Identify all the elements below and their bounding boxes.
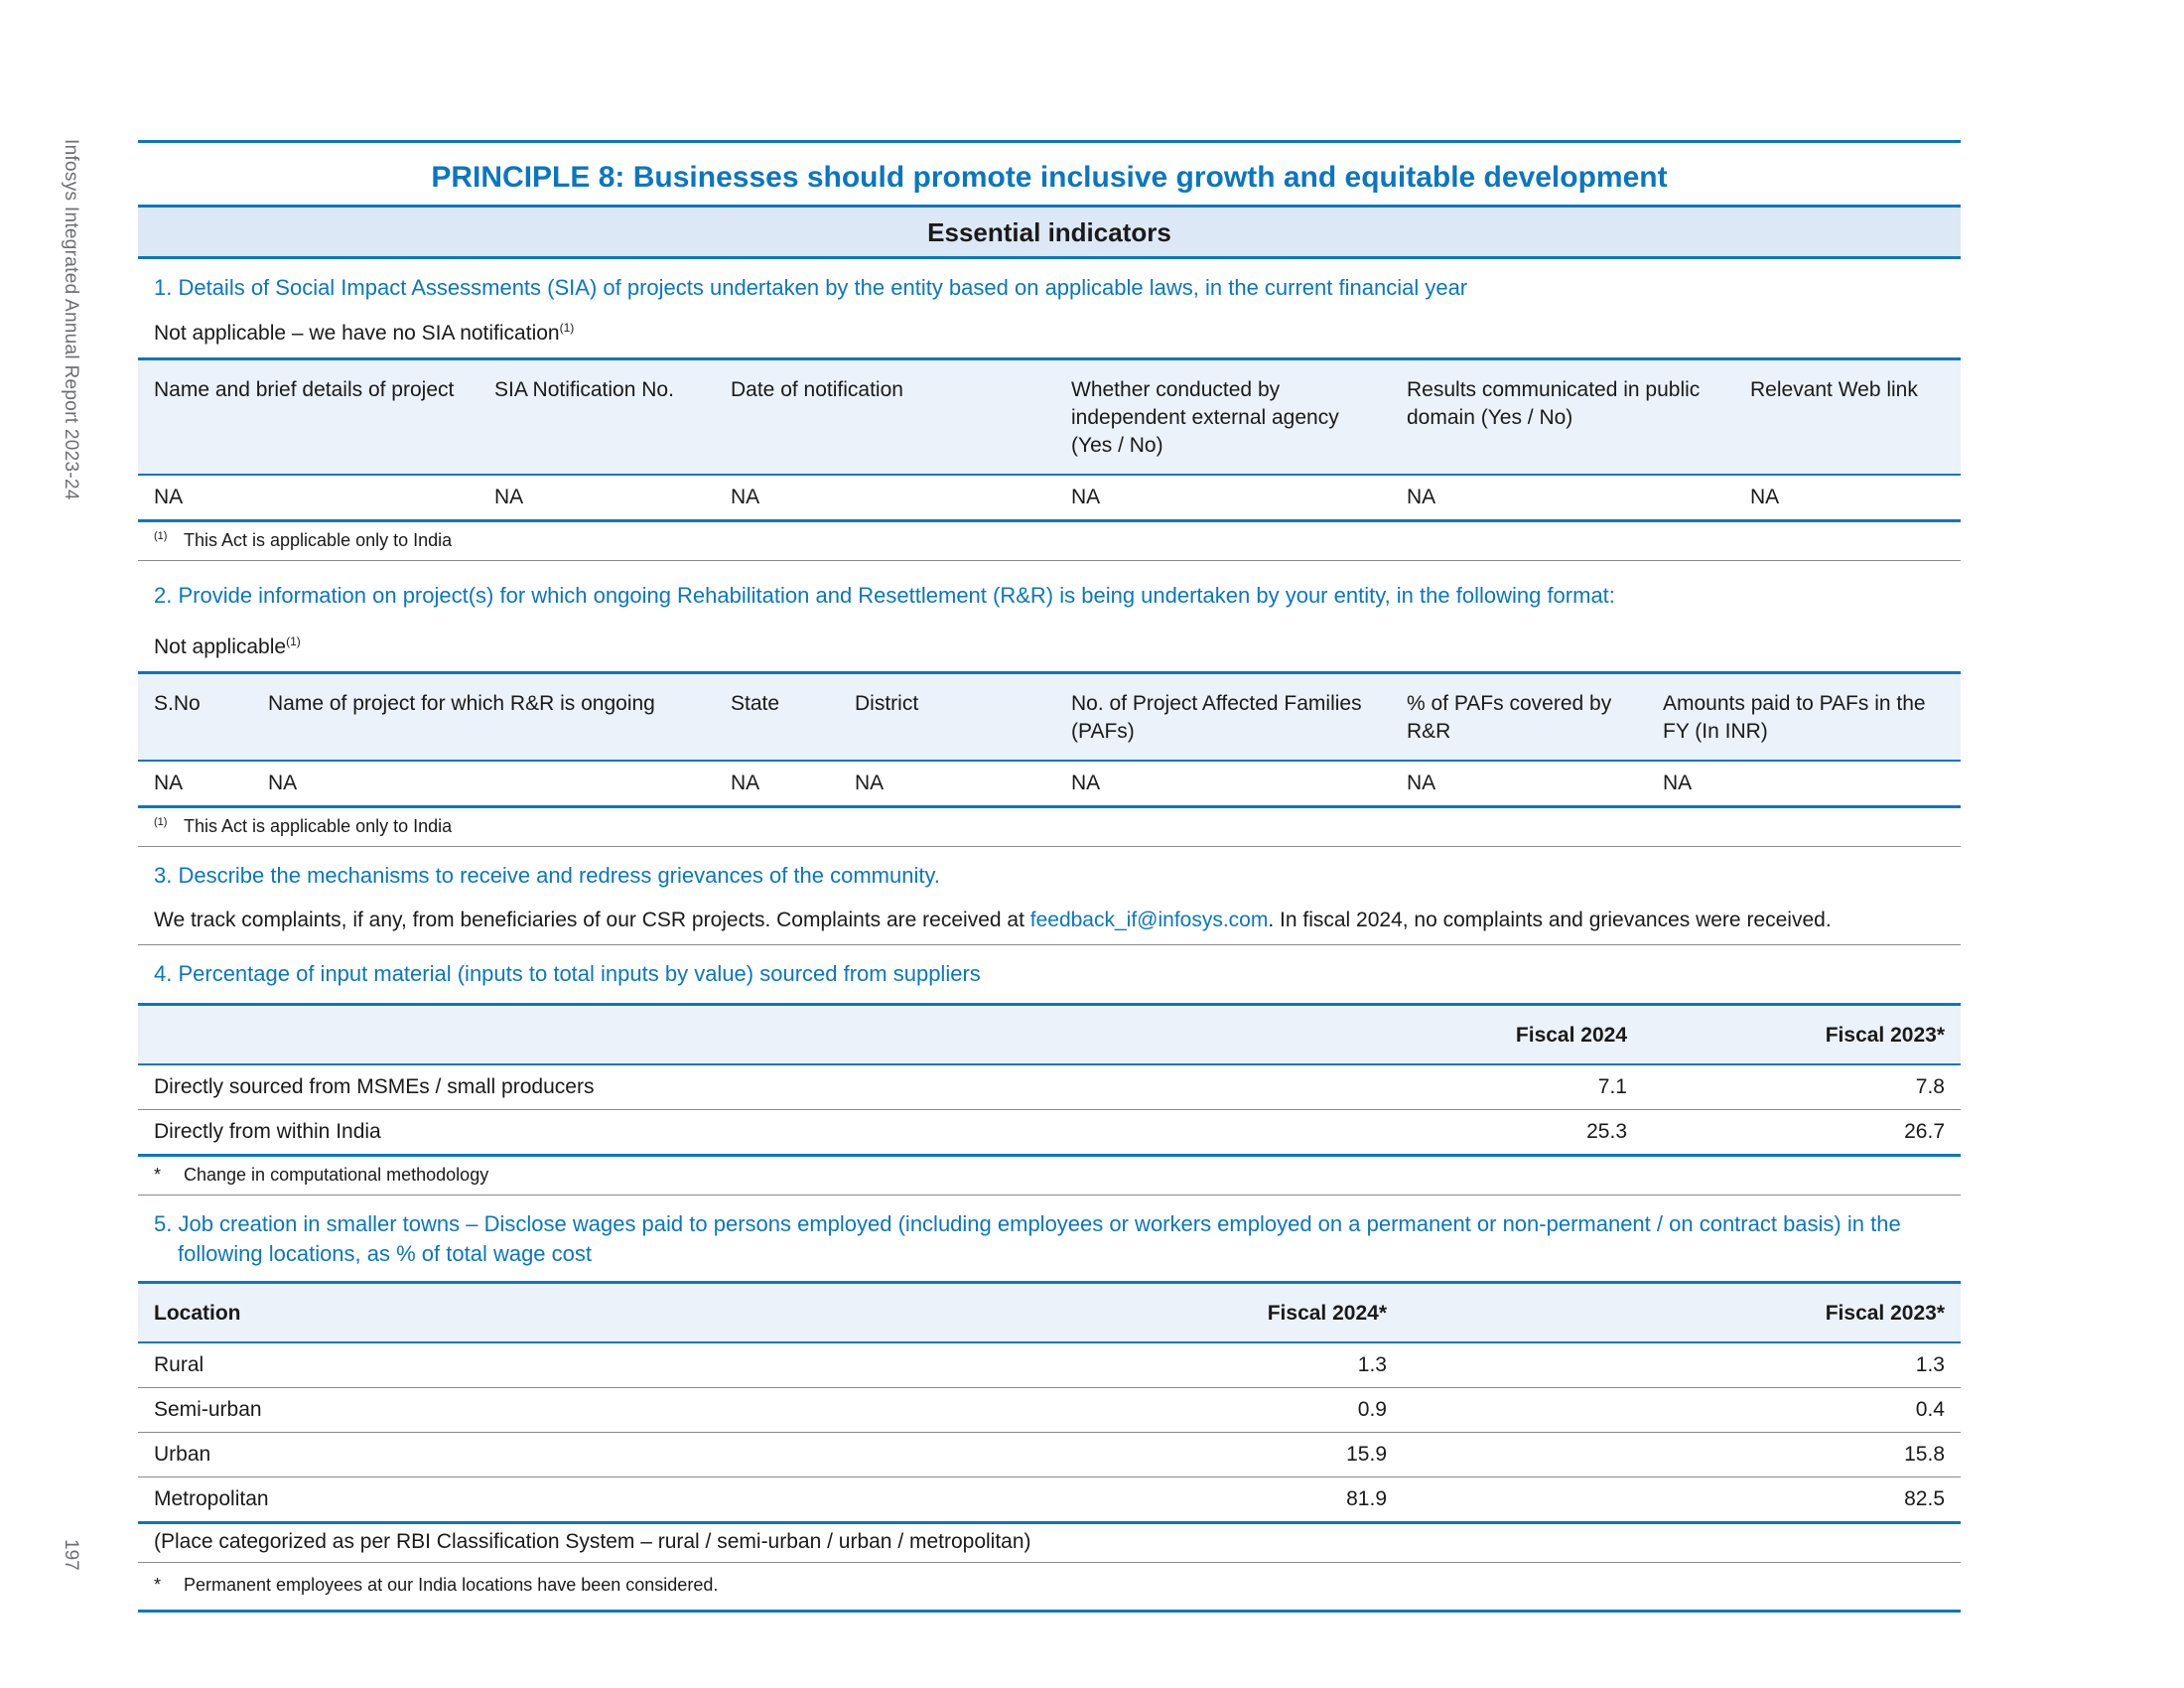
table-cell: NA — [715, 761, 839, 807]
footnote-mark: (1) — [154, 530, 168, 542]
table-cell: NA — [715, 475, 1055, 521]
table-row — [138, 1388, 1961, 1433]
table-cell: NA — [839, 761, 1055, 807]
table-cell: NA — [1391, 475, 1734, 521]
rr-header-cell: S.No — [138, 673, 252, 762]
value-cell: 25.3 — [1329, 1110, 1643, 1156]
value-cell: 82.5 — [1403, 1477, 1961, 1523]
row-label: Urban — [138, 1433, 1031, 1477]
value-cell: 81.9 — [1031, 1477, 1403, 1523]
header-cell: Location — [138, 1283, 1031, 1343]
table-cell: NA — [1055, 761, 1391, 807]
sia-table — [138, 357, 1961, 522]
report-title-vertical: Infosys Integrated Annual Report 2023-24 — [61, 139, 81, 500]
table-row — [138, 1342, 1961, 1388]
page-number: 197 — [61, 1539, 81, 1571]
table-row — [138, 1477, 1961, 1523]
table-cell: NA — [1734, 475, 1961, 521]
header-cell: Fiscal 2024 — [1329, 1005, 1643, 1065]
q1-answer-sup: (1) — [559, 321, 575, 335]
q3-answer-text-end: . In fiscal 2024, no complaints and grievances were received. — [1268, 909, 1832, 931]
section-title: Essential indicators — [138, 205, 1961, 259]
wages-location-table — [138, 1281, 1961, 1524]
principle-title: PRINCIPLE 8: Businesses should promote inclusive growth and equitable development — [138, 140, 1961, 205]
footnote-text: Change in computational methodology — [184, 1165, 489, 1185]
footnote-text: This Act is applicable only to India — [184, 530, 453, 550]
rr-header-cell: State — [715, 673, 839, 762]
q1-answer — [138, 311, 1961, 357]
rr-table-header — [138, 673, 1961, 762]
q3-answer-text: We track complaints, if any, from beneficiaries of our CSR projects. Complaints are received at — [154, 909, 1030, 931]
rr-header-cell: Name of project for which R&R is ongoing — [252, 673, 715, 762]
header-cell: Fiscal 2024* — [1031, 1283, 1403, 1343]
q1-question: 1. Details of Social Impact Assessments (SIA) of projects undertaken by the entity based on applicable laws, in the current financial year — [154, 275, 1468, 300]
table-cell: NA — [478, 475, 715, 521]
q3-answer — [138, 899, 1961, 944]
q2-answer-sup: (1) — [286, 634, 301, 648]
q2-question: 2. Provide information on project(s) for which ongoing Rehabilitation and Resettlement (R&R) is being undertaken by your entity, in the following format: — [154, 583, 1615, 608]
sia-header-cell: Whether conducted by independent external agency (Yes / No) — [1055, 359, 1391, 476]
table-cell: NA — [1391, 761, 1647, 807]
sia-header-cell: Name and brief details of project — [138, 359, 478, 476]
table-row — [138, 1110, 1961, 1156]
value-cell: 1.3 — [1403, 1342, 1961, 1388]
value-cell: 15.9 — [1031, 1433, 1403, 1477]
input-material-header — [138, 1005, 1961, 1065]
sia-header-cell: SIA Notification No. — [478, 359, 715, 476]
value-cell: 26.7 — [1643, 1110, 1961, 1156]
q1-footnote — [138, 522, 1961, 560]
footnote-mark: * — [154, 1165, 162, 1185]
header-cell: Fiscal 2023* — [1643, 1005, 1961, 1065]
q4-footnote — [138, 1157, 1961, 1195]
value-cell: 0.9 — [1031, 1388, 1403, 1433]
value-cell: 1.3 — [1031, 1342, 1403, 1388]
table-cell: NA — [1647, 761, 1961, 807]
rr-header-cell: No. of Project Affected Families (PAFs) — [1055, 673, 1391, 762]
value-cell: 15.8 — [1403, 1433, 1961, 1477]
q5-footnote — [138, 1563, 1961, 1610]
sia-header-cell: Results communicated in public domain (Yes / No) — [1391, 359, 1734, 476]
row-label: Directly sourced from MSMEs / small producers — [138, 1064, 1329, 1110]
q2-footnote — [138, 808, 1961, 846]
header-cell: Fiscal 2023* — [1403, 1283, 1961, 1343]
bottom-rule — [138, 1610, 1961, 1613]
page-content — [138, 140, 1961, 1613]
rr-header-cell: Amounts paid to PAFs in the FY (In INR) — [1647, 673, 1961, 762]
rr-table — [138, 671, 1961, 808]
classification-note: (Place categorized as per RBI Classification System – rural / semi-urban / urban / metropolitan) — [154, 1530, 1031, 1553]
table-cell: NA — [252, 761, 715, 807]
sia-header-cell: Date of notification — [715, 359, 1055, 476]
table-row — [138, 1433, 1961, 1477]
input-material-table — [138, 1003, 1961, 1157]
q2-answer-text: Not applicable — [154, 635, 287, 658]
sia-header-cell: Relevant Web link — [1734, 359, 1961, 476]
rr-header-cell: District — [839, 673, 1055, 762]
q3-question: 3. Describe the mechanisms to receive and redress grievances of the community. — [154, 863, 940, 888]
sia-table-header — [138, 359, 1961, 476]
q1-answer-text: Not applicable – we have no SIA notification — [154, 322, 560, 345]
footnote-text: Permanent employees at our India locations have been considered. — [184, 1575, 719, 1595]
footnote-mark: * — [154, 1575, 162, 1595]
header-cell — [138, 1005, 1329, 1065]
row-label: Semi-urban — [138, 1388, 1031, 1433]
wages-table-header — [138, 1283, 1961, 1343]
table-row — [138, 475, 1961, 521]
rr-header-cell: % of PAFs covered by R&R — [1391, 673, 1647, 762]
table-cell: NA — [1055, 475, 1391, 521]
table-cell: NA — [138, 475, 478, 521]
footnote-mark: (1) — [154, 816, 168, 828]
q2-answer — [138, 619, 1961, 671]
q4-question: 4. Percentage of input material (inputs to total inputs by value) sourced from suppliers — [154, 961, 981, 986]
table-row — [138, 1064, 1961, 1110]
value-cell: 7.1 — [1329, 1064, 1643, 1110]
value-cell: 7.8 — [1643, 1064, 1961, 1110]
feedback-email-link[interactable]: feedback_if@infosys.com — [1029, 909, 1269, 931]
value-cell: 0.4 — [1403, 1388, 1961, 1433]
footnote-text: This Act is applicable only to India — [184, 816, 453, 836]
row-label: Rural — [138, 1342, 1031, 1388]
row-label: Metropolitan — [138, 1477, 1031, 1523]
table-row — [138, 761, 1961, 807]
table-cell: NA — [138, 761, 252, 807]
q5-question: 5. Job creation in smaller towns – Disclose wages paid to persons employed (including employees or workers employed on a permanent or non-permanent / on contract basis) in the following locations, as % of total wage cost — [154, 1211, 1901, 1266]
row-label: Directly from within India — [138, 1110, 1329, 1156]
